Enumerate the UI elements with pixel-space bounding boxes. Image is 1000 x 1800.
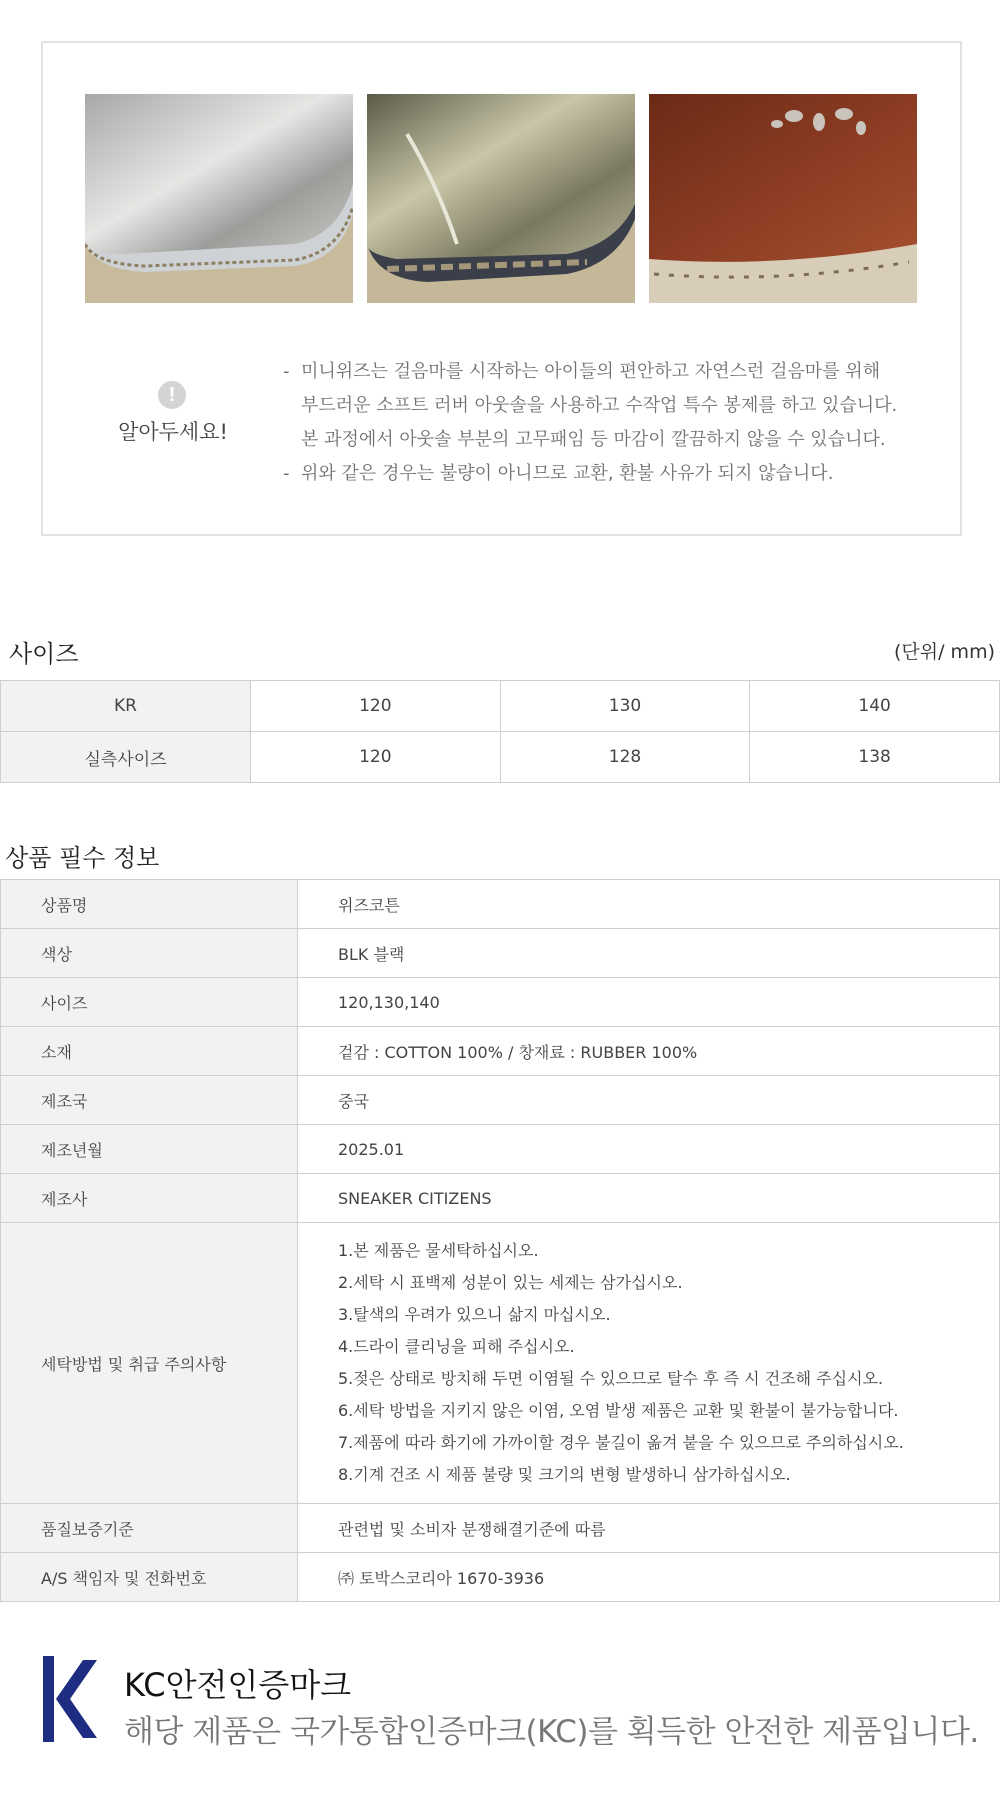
info-value: 겉감 : COTTON 100% / 창재료 : RUBBER 100% (298, 1027, 1000, 1076)
info-row (1, 1553, 1000, 1602)
info-row (1, 1076, 1000, 1125)
care-item: 4.드라이 클리닝을 피해 주십시오. (338, 1337, 575, 1356)
info-value: 관련법 및 소비자 분쟁해결기준에 따름 (298, 1504, 1000, 1553)
info-value: 중국 (298, 1076, 1000, 1125)
care-list (338, 1235, 999, 1491)
size-row-measured (1, 732, 1000, 783)
size-table (0, 680, 1000, 783)
notice-line: - 위와 같은 경우는 불량이 아니므로 교환, 환불 사유가 되지 않습니다. (283, 463, 834, 484)
info-row (1, 1027, 1000, 1076)
gold-shoe-sole-photo (367, 94, 635, 303)
info-label: 소재 (1, 1027, 298, 1076)
sole-photo-strip (85, 94, 917, 303)
info-value: 120,130,140 (298, 978, 1000, 1027)
kc-description: 해당 제품은 국가통합인증마크(KC)를 획득한 안전한 제품입니다. (124, 1714, 979, 1750)
info-label: 사이즈 (1, 978, 298, 1027)
care-item: 8.기계 건조 시 제품 불량 및 크기의 변형 발생하니 삼가하십시오. (338, 1465, 791, 1484)
care-item: 7.제품에 따라 화기에 가까이할 경우 불길이 옮겨 붙을 수 있으므로 주의하십시오. (338, 1433, 904, 1452)
care-item: 6.세탁 방법을 지키지 않은 이염, 오염 발생 제품은 교환 및 환불이 불가능합니다. (338, 1401, 899, 1420)
info-row (1, 929, 1000, 978)
info-value: ㈜ 토박스코리아 1670-3936 (298, 1553, 1000, 1602)
info-value: SNEAKER CITIZENS (298, 1174, 1000, 1223)
info-row (1, 1125, 1000, 1174)
care-item: 3.탈색의 우려가 있으니 삶지 마십시오. (338, 1305, 611, 1324)
size-row-label: 실측사이즈 (1, 732, 251, 783)
size-cell: 130 (500, 681, 750, 732)
info-label: 제조년월 (1, 1125, 298, 1174)
product-info-table (0, 879, 1000, 1602)
notice-line: - 미니위즈는 걸음마를 시작하는 아이들의 편안하고 자연스런 걸음마를 위해 (283, 361, 881, 382)
notice-label: 알아두세요! (118, 420, 228, 444)
size-cell: 140 (750, 681, 1000, 732)
kc-title: KC안전인증마크 (124, 1666, 352, 1704)
care-instructions (298, 1223, 1000, 1504)
notice-text (283, 355, 943, 491)
brown-shoe-sole-photo (649, 94, 917, 303)
info-row (1, 978, 1000, 1027)
notice-line: 부드러운 소프트 러버 아웃솔을 사용하고 수작업 특수 봉제를 하고 있습니다. (301, 395, 898, 416)
info-label: 품질보증기준 (1, 1504, 298, 1553)
info-row (1, 1504, 1000, 1553)
silver-shoe-sole-photo (85, 94, 353, 303)
info-label: 세탁방법 및 취급 주의사항 (1, 1223, 298, 1504)
care-item: 1.본 제품은 물세탁하십시오. (338, 1241, 539, 1260)
info-row (1, 1174, 1000, 1223)
info-label: 제조국 (1, 1076, 298, 1125)
info-row (1, 880, 1000, 929)
kc-logo-icon (43, 1656, 100, 1742)
size-cell: 128 (500, 732, 750, 783)
info-label: 상품명 (1, 880, 298, 929)
info-label: 색상 (1, 929, 298, 978)
info-label: A/S 책임자 및 전화번호 (1, 1553, 298, 1602)
care-item: 5.젖은 상태로 방치해 두면 이염될 수 있으므로 탈수 후 즉 시 건조해 주십시오. (338, 1369, 884, 1388)
info-value: 위즈코튼 (298, 880, 1000, 929)
notice-line: 본 과정에서 아웃솔 부분의 고무패임 등 마감이 깔끔하지 않을 수 있습니다. (301, 429, 886, 450)
size-section-title: 사이즈 (9, 640, 79, 668)
size-cell: 120 (251, 732, 501, 783)
size-cell: 120 (251, 681, 501, 732)
care-instructions-row (1, 1223, 1000, 1504)
size-cell: 138 (750, 732, 1000, 783)
size-row-label: KR (1, 681, 251, 732)
info-label: 제조사 (1, 1174, 298, 1223)
info-value: BLK 블랙 (298, 929, 1000, 978)
exclamation-icon: ! (158, 381, 186, 409)
notice-box (41, 41, 962, 536)
info-value: 2025.01 (298, 1125, 1000, 1174)
size-row-kr (1, 681, 1000, 732)
size-unit-label: (단위/ mm) (894, 641, 995, 663)
product-info-title: 상품 필수 정보 (5, 844, 160, 872)
care-item: 2.세탁 시 표백제 성분이 있는 세제는 삼가십시오. (338, 1273, 683, 1292)
